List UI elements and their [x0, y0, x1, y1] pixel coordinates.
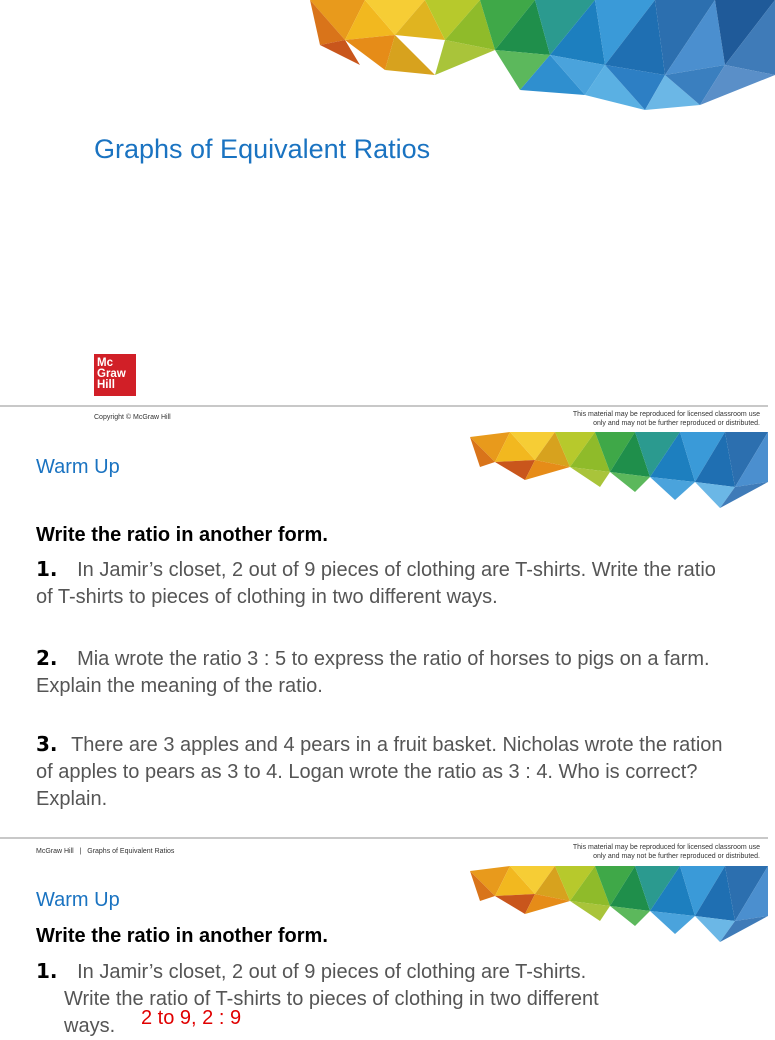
- question-1: [36, 556, 726, 611]
- question-number: 1.: [36, 557, 58, 581]
- usage-notice: [573, 843, 760, 861]
- instruction-text: Write the ratio in another form.: [36, 524, 328, 546]
- question-text: There are 3 apples and 4 pears in a fruit basket. Nicholas wrote the ration of apples to pears as 3 to 4. Logan wrote the ratio as 3 : 4. Who is correct? Explain.: [36, 734, 723, 810]
- warm-up-slide: [0, 432, 768, 838]
- question-text: Write the ratio of T-shirts to pieces of clothing in two different: [64, 988, 599, 1010]
- decorative-polygon-banner: [470, 432, 768, 512]
- mcgraw-hill-logo: [94, 354, 136, 396]
- decorative-polygon-banner: [305, 0, 775, 125]
- question-text: Mia wrote the ratio 3 : 5 to express the ratio of horses to pigs on a farm. Explain the meaning of the ratio.: [36, 648, 710, 697]
- question-number: 3.: [36, 732, 58, 756]
- slide-divider: [0, 837, 768, 839]
- title-slide: [0, 0, 768, 406]
- logo-text-line: Hill: [97, 379, 115, 391]
- usage-notice-line: This material may be reproduced for licensed classroom use: [572, 844, 760, 851]
- question-text: In Jamir’s closet, 2 out of 9 pieces of clothing are T-shirts. Write the ratio of T-shirts to pieces of clothing in two different ways.: [36, 559, 716, 608]
- question-text: ways.: [64, 1015, 116, 1037]
- question-number: 2.: [36, 646, 58, 670]
- presentation-title: Graphs of Equivalent Ratios: [94, 134, 431, 164]
- warm-up-answer-slide: [0, 866, 768, 1037]
- footer-brand: McGraw Hill: [36, 848, 74, 855]
- warm-up-heading: Warm Up: [36, 889, 120, 911]
- logo-text-line: Graw: [97, 368, 126, 380]
- question-2: [36, 645, 726, 700]
- footer-credit: [36, 848, 174, 855]
- answer-text: 2 to 9, 2 : 9: [141, 1007, 242, 1029]
- question-text: In Jamir’s closet, 2 out of 9 pieces of clothing are T-shirts.: [77, 961, 587, 983]
- usage-notice-line: only and may not be further reproduced or distributed.: [593, 420, 760, 427]
- warm-up-heading: Warm Up: [36, 456, 120, 478]
- slide-divider: [0, 405, 768, 407]
- footer-separator: |: [79, 848, 82, 855]
- decorative-polygon-banner: [470, 866, 768, 946]
- footer-title: Graphs of Equivalent Ratios: [87, 848, 175, 855]
- question-1: [36, 958, 726, 1040]
- instruction-text: Write the ratio in another form.: [36, 925, 328, 947]
- question-3: [36, 731, 726, 813]
- usage-notice: [573, 410, 760, 428]
- usage-notice-line: This material may be reproduced for licensed classroom use: [572, 411, 760, 418]
- usage-notice-line: only and may not be further reproduced or distributed.: [593, 853, 760, 860]
- logo-text-line: Mc: [97, 357, 113, 369]
- copyright-text: Copyright © McGraw Hill: [94, 414, 171, 421]
- question-number: 1.: [36, 959, 58, 983]
